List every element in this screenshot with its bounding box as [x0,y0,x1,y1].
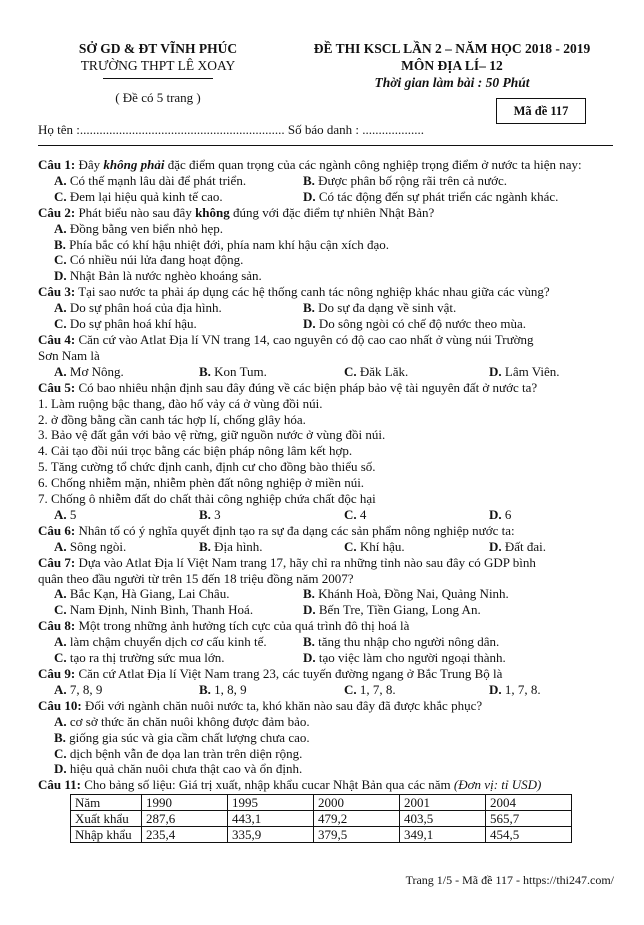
option-text: Mơ Nông. [66,363,124,379]
option-c [38,316,303,332]
option-a [38,173,303,189]
question-1-options [38,173,618,189]
question-text: Một trong những ảnh hưởng tích cực của quá trình đô thị hoá là [75,618,410,634]
option-key: B. [199,506,211,522]
question-number: Câu 7: [38,554,76,570]
option-key: C. [54,602,67,618]
option-c [328,364,473,380]
option-a [38,300,303,316]
option-key: A. [54,363,67,379]
option-key: D. [303,316,316,332]
question-number: Câu 2: [38,204,76,220]
option-key: B. [54,236,66,252]
question-10 [38,698,618,714]
option-c [328,682,473,698]
option-key: A. [54,506,67,522]
question-3-options-2 [38,316,618,332]
statement-item: 3. Bảo vệ đất gắn với bảo vệ rừng, giữ nguồn nước ở vùng đồi núi. [38,427,386,443]
question-11 [38,777,618,793]
option-text: Do sự phân hoá của địa hình. [66,300,222,316]
question-number: Câu 3: [38,284,76,300]
question-4-options [38,364,618,380]
question-number: Câu 10: [38,697,82,713]
option-d [473,539,618,555]
question-text: đặc điểm quan trọng của các ngành công nghiệp trọng điểm ở nước ta hiện nay: [164,157,582,172]
header-divider [38,145,613,146]
option-c [38,650,303,666]
option-a [38,634,303,650]
option-a [38,714,618,730]
question-text: Tại sao nước ta phải áp dụng các hệ thống canh tác nông nghiệp khác nhau giữa các vùng? [75,284,550,300]
option-text: Khánh Hoà, Đồng Nai, Quảng Ninh. [314,586,509,602]
header-right [292,40,612,91]
table-header-cell: 2004 [486,795,572,811]
option-key: B. [199,681,211,697]
option-key: B. [54,729,66,745]
header-rule [103,78,213,79]
subject-name: MÔN ĐỊA LÍ– 12 [401,58,503,73]
option-text: cơ sở thức ăn chăn nuôi không được đảm bảo. [66,713,310,729]
page-footer: Trang 1/5 - Mã đề 117 - https://thi247.com/ [405,873,614,887]
question-emphasis: không phải [103,157,165,172]
option-key: D. [303,188,316,204]
exam-code-box: Mã đề 117 [496,98,586,124]
option-text: Có tác động đến sự phát triển các ngành khác. [315,188,559,204]
option-text: Có nhiều núi lửa đang hoạt động. [66,252,244,268]
option-key: D. [54,761,67,777]
question-3 [38,284,618,300]
statement-item: 1. Làm ruộng bậc thang, đào hố vảy cá ở vùng đồi núi. [38,395,323,411]
option-b [303,173,507,189]
question-4-continuation: Sơn Nam là [38,347,100,363]
table-cell: 379,5 [314,827,400,843]
option-d [38,268,618,284]
question-number: Câu 8: [38,618,76,634]
option-a [38,507,183,523]
school-name: TRƯỜNG THPT LÊ XOAY [80,58,236,73]
option-text: Nam Định, Ninh Bình, Thanh Hoá. [66,602,254,618]
question-4 [38,332,618,348]
table-cell: 349,1 [400,827,486,843]
table-cell: Xuất khẩu [71,811,142,827]
option-key: C. [54,188,67,204]
table-row [71,827,572,843]
question-text: Có bao nhiêu nhận định sau đây đúng về các biện pháp bảo vệ tài nguyên đất ở nước ta? [75,379,538,395]
option-key: B. [199,363,211,379]
option-key: A. [54,220,67,236]
option-text: Địa hình. [210,538,263,554]
option-b [38,730,618,746]
option-b [38,237,618,253]
option-text: tăng thu nhập cho người nông dân. [314,634,500,650]
option-text: Lâm Viên. [501,363,560,379]
option-key: A. [54,681,67,697]
question-7 [38,555,618,571]
option-d [303,316,526,332]
table-header-cell: Năm [71,795,142,811]
question-text: Cho bảng số liệu: Giá trị xuất, nhập khẩu cucar Nhật Bản qua các năm [80,777,454,793]
option-text: hiệu quả chăn nuôi chưa thật cao và ổn định. [66,761,303,777]
pages-note: ( Đề có 5 trang ) [115,90,201,105]
option-key: C. [344,506,357,522]
unit-note: (Đơn vị: tỉ USD) [453,777,542,793]
option-b [303,586,509,602]
table-cell: 479,2 [314,811,400,827]
option-text: Bắc Kạn, Hà Giang, Lai Châu. [66,586,230,602]
option-c [38,252,618,268]
option-b [183,539,328,555]
option-d [303,650,506,666]
table-cell: 565,7 [486,811,572,827]
question-number: Câu 1: [38,157,76,172]
option-key: D. [489,363,502,379]
questions-area [38,157,618,843]
exam-time: Thời gian làm bài : 50 Phút [374,75,530,90]
option-key: A. [54,713,67,729]
option-text: 1, 7, 8. [501,681,541,697]
option-text: Do sự đa dạng về sinh vật. [314,300,457,316]
question-5 [38,380,618,396]
option-key: A. [54,300,67,316]
exam-title: ĐỀ THI KSCL LẦN 2 – NĂM HỌC 2018 - 2019 [313,41,591,56]
table-cell: 335,9 [228,827,314,843]
option-text: Đem lại hiệu quả kinh tế cao. [66,188,223,204]
option-text: Do sông ngòi có chế độ nước theo mùa. [315,316,526,332]
option-text: Đăk Lăk. [356,363,409,379]
option-key: D. [489,538,502,554]
statement-item: 2. ở đồng bằng cần canh tác hợp lí, chống glây hóa. [38,411,306,427]
table-header-cell: 2000 [314,795,400,811]
option-text: 7, 8, 9 [66,681,103,697]
statement-item: 4. Cải tạo đồi núi trọc bằng các biện pháp nông lâm kết hợp. [38,443,353,459]
option-text: Có thế mạnh lâu dài để phát triển. [66,172,247,188]
question-5-options [38,507,618,523]
option-text: 6 [501,506,512,522]
question-2 [38,205,618,221]
table-cell: 235,4 [142,827,228,843]
question-8-options [38,634,618,650]
option-key: A. [54,586,67,602]
option-a [38,221,618,237]
option-key: C. [54,745,67,761]
option-a [38,539,183,555]
question-number: Câu 9: [38,666,76,681]
question-emphasis: không [195,204,230,220]
question-text: Căn cứ vào Atlat Địa lí VN trang 14, cao nguyên có độ cao cao nhất ở vùng núi Trường [75,331,534,347]
option-key: B. [303,634,315,650]
option-text: làm chậm chuyển dịch cơ cấu kinh tế. [66,634,267,650]
option-text: 1, 8, 9 [210,681,247,697]
statement-item: 5. Tăng cường tổ chức định canh, định cư cho đồng bào thiểu số. [38,459,376,475]
option-text: Khí hậu. [356,538,405,554]
option-text: 3 [210,506,221,522]
table-header-cell: 1990 [142,795,228,811]
option-key: D. [303,650,316,666]
question-text: Căn cứ Atlat Địa lí Việt Nam trang 23, các tuyến đường ngang ở Bắc Trung Bộ là [75,666,503,681]
option-text: Kon Tum. [210,363,267,379]
option-key: C. [344,681,357,697]
question-8 [38,618,618,634]
question-3-options [38,300,618,316]
option-text: giống gia súc và gia cầm chất lượng chưa cao. [65,729,310,745]
option-key: B. [303,586,315,602]
table-cell: 403,5 [400,811,486,827]
option-key: D. [489,681,502,697]
statement-item: 6. Chống nhiễm mặn, nhiễm phèn đất nông nghiệp ở miền núi. [38,475,365,491]
table-header-row [71,795,572,811]
option-text: 5 [66,506,77,522]
option-c [328,539,473,555]
option-key: B. [199,538,211,554]
option-b [183,507,328,523]
option-key: D. [489,506,502,522]
table-cell: 454,5 [486,827,572,843]
table-header-cell: 1995 [228,795,314,811]
question-8-options-2 [38,650,618,666]
option-text: Do sự phân hoá khí hậu. [66,316,197,332]
option-b [303,634,499,650]
student-info-line: Họ tên :............................................................... Số báo danh : ................... [38,122,425,137]
table-cell: 443,1 [228,811,314,827]
question-text: Đối với ngành chăn nuôi nước ta, khó khăn nào sau đây đã được khắc phục? [81,697,483,713]
option-text: Được phân bố rộng rãi trên cả nước. [314,172,508,188]
question-9 [38,666,618,682]
option-key: C. [344,363,357,379]
option-c [38,602,303,618]
option-key: C. [344,538,357,554]
option-key: B. [303,172,315,188]
question-text: Phát biểu nào sau đây [75,204,196,220]
option-text: dịch bệnh vẫn đe dọa lan tràn trên diện rộng. [66,745,303,761]
question-number: Câu 6: [38,522,76,538]
option-c [38,189,303,205]
question-text: Đây [75,157,104,172]
question-number: Câu 5: [38,379,76,395]
option-text: 4 [356,506,367,522]
question-text: Dựa vào Atlat Địa lí Việt Nam trang 17, hãy chỉ ra những tỉnh nào sau đây có GDP bình [75,554,536,570]
option-key: C. [54,252,67,268]
table-cell: 287,6 [142,811,228,827]
option-d [303,189,558,205]
option-b [183,682,328,698]
option-b [303,300,456,316]
option-c [38,746,618,762]
table-header-cell: 2001 [400,795,486,811]
option-text: 1, 7, 8. [356,681,396,697]
option-d [303,602,481,618]
question-9-options [38,682,618,698]
table-cell: Nhập khẩu [71,827,142,843]
question-number: Câu 11: [38,777,81,793]
option-key: A. [54,634,67,650]
question-text: Nhân tố có ý nghĩa quyết định tạo ra sự đa dạng các sản phẩm nông nghiệp nước ta: [75,522,515,538]
question-1 [38,157,618,173]
question-7-options [38,586,618,602]
option-key: D. [54,268,67,284]
option-text: tạo ra thị trường sức mua lớn. [66,650,225,666]
question-7-options-2 [38,602,618,618]
question-1-options-2 [38,189,618,205]
option-a [38,682,183,698]
question-text: đúng với đặc điểm tự nhiên Nhật Bản? [229,204,435,220]
option-b [183,364,328,380]
option-a [38,364,183,380]
header-left [38,40,278,106]
option-key: A. [54,172,67,188]
option-text: Nhật Bản là nước nghèo khoáng sản. [66,268,262,284]
question-number: Câu 4: [38,331,76,347]
option-c [328,507,473,523]
option-text: Phía bắc có khí hậu nhiệt đới, phía nam khí hậu cận xích đạo. [65,236,390,252]
option-text: tạo việc làm cho người ngoại thành. [315,650,506,666]
department-name: SỞ GD & ĐT VĨNH PHÚC [78,41,238,56]
question-6-options [38,539,618,555]
option-text: Sông ngòi. [66,538,127,554]
option-text: Đồng bằng ven biển nhỏ hẹp. [66,220,223,236]
option-text: Bến Tre, Tiền Giang, Long An. [315,602,481,618]
option-text: Đất đai. [501,538,547,554]
table-row [71,811,572,827]
option-key: B. [303,300,315,316]
option-d [38,761,618,777]
statement-item: 7. Chống ô nhiễm đất do chất thải công nghiệp chứa chất độc hại [38,491,376,507]
option-d [473,682,618,698]
option-d [473,364,618,380]
option-key: A. [54,538,67,554]
question-6 [38,523,618,539]
option-key: C. [54,316,67,332]
option-a [38,586,303,602]
option-key: C. [54,650,67,666]
option-key: D. [303,602,316,618]
option-d [473,507,618,523]
question-7-continuation: quân theo đầu người từ trên 15 đến 18 triệu đồng năm 2007? [38,570,354,586]
export-import-table [70,794,572,843]
